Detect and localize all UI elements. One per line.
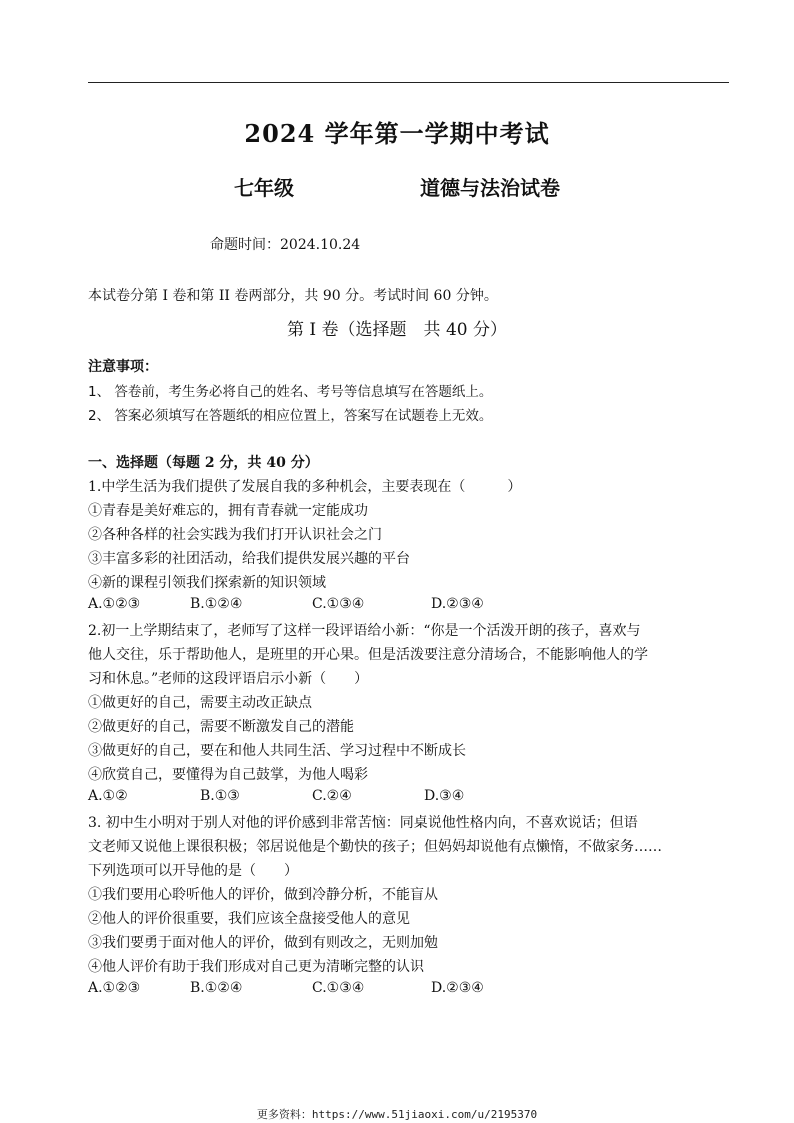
question-item: ②做更好的自己，需要不断激发自己的潜能 <box>88 719 354 735</box>
option-d: D.③④ <box>424 788 465 804</box>
question-stem: 3. 初中生小明对于别人对他的评价感到非常苦恼：同桌说他性格内向，不喜欢说话；但语 <box>88 815 638 831</box>
question-item: ③做更好的自己，要在和他人共同生活、学习过程中不断成长 <box>88 743 466 759</box>
exam-title: 2024 学年第一学期中考试 <box>244 119 550 148</box>
question-item: ④欣赏自己，要懂得为自己鼓掌，为他人喝彩 <box>88 767 368 783</box>
option-b: B.①③ <box>200 788 240 804</box>
question-stem: 他人交往，乐于帮助他人，是班里的开心果。但是活泼要注意分清场合，不能影响他人的学 <box>88 647 648 663</box>
question-stem: 2.初一上学期结束了，老师写了这样一段评语给小新：“你是一个活泼开朗的孩子，喜欢与 <box>88 623 641 639</box>
section-title: 第 I 卷（选择题 共 40 分） <box>287 320 507 340</box>
option-c: C.①③④ <box>312 596 365 612</box>
part-heading: 一、选择题（每题 2 分，共 40 分） <box>88 455 319 471</box>
footer-link[interactable]: 更多资料：https://www.51jiaoxi.com/u/2195370 <box>256 1108 538 1121</box>
intro-text: 本试卷分第 I 卷和第 II 卷两部分，共 90 分。考试时间 60 分钟。 <box>88 288 498 304</box>
option-a: A.①② <box>88 788 128 804</box>
grade-label: 七年级 <box>234 176 294 200</box>
option-d: D.②③④ <box>431 980 484 996</box>
option-c: C.②④ <box>312 788 352 804</box>
question-item: ①我们要用心聆听他人的评价，做到冷静分析，不能盲从 <box>88 887 438 903</box>
option-b: B.①②④ <box>190 596 243 612</box>
question-item: ④新的课程引领我们探索新的知识领域 <box>88 575 326 591</box>
note-item: 1、 答卷前，考生务必将自己的姓名、考号等信息填写在答题纸上。 <box>88 384 493 400</box>
option-b: B.①②④ <box>190 980 243 996</box>
option-d: D.②③④ <box>431 596 484 612</box>
subject-label: 道德与法治试卷 <box>420 176 560 200</box>
question-item: ②他人的评价很重要，我们应该全盘接受他人的意见 <box>88 911 410 927</box>
question-item: ④他人评价有助于我们形成对自己更为清晰完整的认识 <box>88 959 424 975</box>
option-a: A.①②③ <box>88 980 141 996</box>
option-a: A.①②③ <box>88 596 141 612</box>
question-stem: 1.中学生活为我们提供了发展自我的多种机会，主要表现在（ ） <box>88 479 522 495</box>
top-rule <box>88 82 729 83</box>
option-c: C.①③④ <box>312 980 365 996</box>
question-stem: 文老师又说他上课很积极；邻居说他是个勤快的孩子；但妈妈却说他有点懒惰，不做家务…… <box>88 839 662 855</box>
question-item: ①青春是美好难忘的，拥有青春就一定能成功 <box>88 503 368 519</box>
question-item: ①做更好的自己，需要主动改正缺点 <box>88 695 312 711</box>
notes-title: 注意事项： <box>88 359 158 375</box>
date-line: 命题时间：2024.10.24 <box>210 237 361 253</box>
question-item: ③我们要勇于面对他人的评价，做到有则改之，无则加勉 <box>88 935 438 951</box>
question-stem: 下列选项可以开导他的是（ ） <box>88 863 298 879</box>
note-item: 2、 答案必须填写在答题纸的相应位置上，答案写在试题卷上无效。 <box>88 408 493 424</box>
question-stem: 习和休息。”老师的这段评语启示小新（ ） <box>88 671 369 687</box>
question-item: ③丰富多彩的社团活动，给我们提供发展兴趣的平台 <box>88 551 410 567</box>
question-item: ②各种各样的社会实践为我们打开认识社会之门 <box>88 527 382 543</box>
